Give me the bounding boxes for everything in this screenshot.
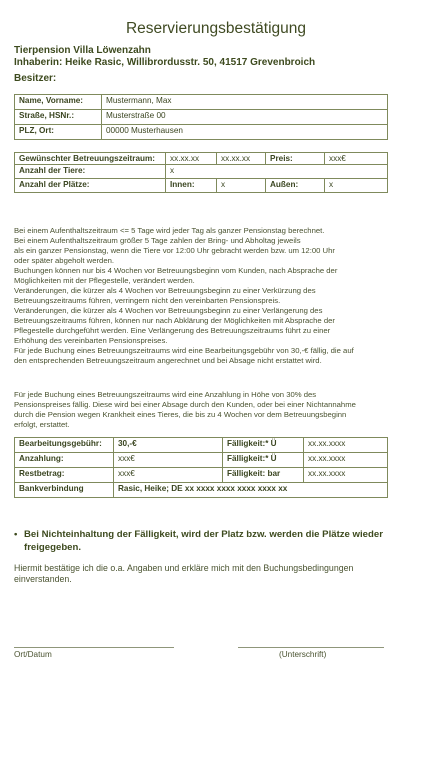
deposit-due-value: xx.xx.xxxx [304, 453, 388, 468]
condition-line: Erhöhung des vereinbarten Pensionspreises. [14, 336, 168, 345]
deposit-due-label: Fälligkeit:* Ü [223, 453, 304, 468]
condition-line: als ein ganzer Pensionstag, wenn die Tiere vor 12:00 Uhr gebracht werden bzw. um 12:00 Uhr [14, 246, 335, 255]
condition-line: Veränderungen, die kürzer als 4 Wochen vor Betreuungsbeginn zu einer Verlängerung des [14, 306, 323, 315]
owner-address: Inhaberin: Heike Rasic, Willibrordusstr. 50, 41517 Grevenbroich [14, 57, 316, 68]
date-line [14, 647, 174, 648]
aussen-label: Außen: [266, 179, 325, 193]
street-label: Straße, HSNr.: [15, 110, 102, 125]
condition-line: Bei einem Aufenthaltszeitraum <= 5 Tage wird jeder Tag als ganzer Pensionstag berechnet. [14, 226, 325, 235]
table-row [15, 453, 388, 468]
bullet-icon: • [14, 529, 18, 540]
confirmation-text: Hiermit bestätige ich die o.a. Angaben und erkläre mich mit den Buchungsbedingungen einverstanden. [14, 563, 354, 584]
condition-line: Buchungen können nur bis 4 Wochen vor Betreuungsbeginn vom Kunden, nach Absprache der [14, 266, 338, 275]
deposit-label: Anzahlung: [15, 453, 114, 468]
aussen-value: x [325, 179, 388, 193]
payment-table [14, 437, 388, 498]
condition-line: Möglichkeiten mit der Pflegestelle, verändert werden. [14, 276, 195, 285]
table-row [15, 153, 388, 165]
signature-line [238, 647, 384, 648]
date-label: Ort/Datum [14, 650, 52, 659]
table-row [15, 468, 388, 483]
city-label: PLZ, Ort: [15, 125, 102, 140]
table-row [15, 110, 388, 125]
anzahlung-line: Pensionspreises fällig. Diese wird bei einer Absage durch den Kunden, oder bei einer Nichtannahme [14, 400, 356, 409]
rest-label: Restbetrag: [15, 468, 114, 483]
preis-value: xxx€ [325, 153, 388, 165]
condition-line: Betreuungszeitraums führen, können nur nach Abklärung der Möglichkeiten mit Absprache der [14, 316, 335, 325]
condition-line: Für jede Buchung eines Betreuungszeitraums wird eine Bearbeitungsgebühr von 30,-€ fällig, die auf [14, 346, 354, 355]
fee-due-label: Fälligkeit:* Ü [223, 438, 304, 453]
fee-due-value: xx.xx.xxxx [304, 438, 388, 453]
table-row [15, 95, 388, 110]
company-name: Tierpension Villa Löwenzahn [14, 45, 151, 56]
fee-label: Bearbeitungsgebühr: [15, 438, 114, 453]
tiere-label: Anzahl der Tiere: [15, 165, 166, 179]
anzahlung-text [14, 390, 420, 430]
condition-line: oder später abgeholt werden. [14, 256, 115, 265]
table-row [15, 125, 388, 140]
condition-line: den entsprechenden Betreuungszeitraum angerechnet und bei Absage nicht erstattet wird. [14, 356, 322, 365]
anzahlung-line: erfolgt, erstattet. [14, 420, 70, 429]
condition-line: Pflegestelle durchgeführt werden. Eine Verlängerung des Betreuungszeitraums führt zu einer [14, 326, 331, 335]
table-row [15, 483, 388, 498]
tiere-value: x [166, 165, 388, 179]
street-value: Musterstraße 00 [102, 110, 388, 125]
document-title: Reservierungsbestätigung [125, 20, 307, 37]
zeitraum-label: Gewünschter Betreuungszeitraum: [15, 153, 166, 165]
name-label: Name, Vorname: [15, 95, 102, 110]
condition-line: Betreuungszeitraums führen, verringern nicht den vereinbarten Pensionspreis. [14, 296, 281, 305]
rest-due-label: Fälligkeit: bar [223, 468, 304, 483]
city-value: 00000 Musterhausen [102, 125, 388, 140]
table-row [15, 179, 388, 193]
innen-value: x [217, 179, 266, 193]
rest-due-value: xx.xx.xxxx [304, 468, 388, 483]
anzahlung-line: Für jede Buchung eines Betreuungszeitraums wird eine Anzahlung in Höhe von 30% des [14, 390, 317, 399]
innen-label: Innen: [166, 179, 217, 193]
date-from: xx.xx.xx [166, 153, 217, 165]
table-row [15, 438, 388, 453]
besitzer-heading: Besitzer: [14, 73, 57, 84]
name-value: Mustermann, Max [102, 95, 388, 110]
plaetze-label: Anzahl der Plätze: [15, 179, 166, 193]
condition-line: Bei einem Aufenthaltszeitraum größer 5 Tage zahlen der Bring- und Abholtag jeweils [14, 236, 301, 245]
date-to: xx.xx.xx [217, 153, 266, 165]
signature-label: (Unterschrift) [279, 650, 327, 659]
deposit-value: xxx€ [114, 453, 223, 468]
preis-label: Preis: [266, 153, 325, 165]
conditions-text [14, 226, 420, 366]
fee-value: 30,-€ [114, 438, 223, 453]
owner-table [14, 94, 388, 140]
notice-text: Bei Nichteinhaltung der Fälligkeit, wird der Platz bzw. werden die Plätze wieder freigegeben. [24, 529, 383, 553]
bank-label: Bankverbindung [15, 483, 114, 498]
rest-value: xxx€ [114, 468, 223, 483]
table-row [15, 165, 388, 179]
anzahlung-line: durch die Pension wegen Krankheit eines Tieres, die bis zu 4 Wochen vor dem Betreuungsbeginn [14, 410, 347, 419]
bank-value: Rasic, Heike; DE xx xxxx xxxx xxxx xxxx xx [114, 483, 388, 498]
condition-line: Veränderungen, die kürzer als 4 Wochen vor Betreuungsbeginn zu einer Verkürzung des [14, 286, 316, 295]
booking-table [14, 152, 388, 193]
